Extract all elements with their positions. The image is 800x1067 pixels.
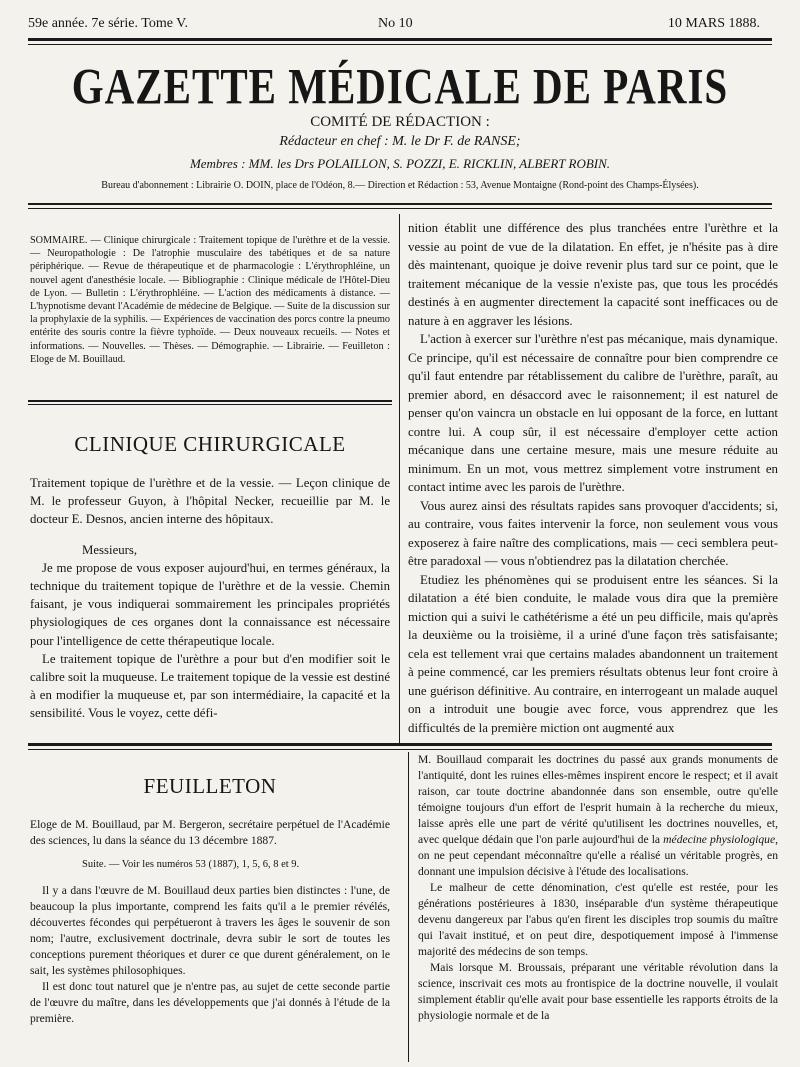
clinique-subhead: Traitement topique de l'urèthre et de la vessie. — Leçon clinique de M. le professeur Guyon, à l'hôpital Necker, recueillie par M. le docteur E. Desnos, ancien interne des hôpitaux. <box>30 476 390 527</box>
medecine-physiologique-term: médecine physiologique <box>663 833 776 846</box>
feuilleton-subhead: Eloge de M. Bouillaud, par M. Bergeron, secrétaire perpétuel de l'Académie des sciences, lu dans la séance du 13 décembre 1887. <box>30 818 390 847</box>
feuilleton-right-para-3: Mais lorsque M. Broussais, préparant une véritable révolution dans la science, inscrivait ces mots au frontispice de la doctrine nouvelle, il voulait simplement établir qu'elle avait pour base essentielle les rapports étroits de la physiologie normale et de la <box>418 961 778 1022</box>
subscription-office: Bureau d'abonnement : Librairie O. DOIN, place de l'Odéon, 8.— Direction et Rédaction : 53, Avenue Montaigne (Rond-point des Champs-Élysées). <box>101 180 699 191</box>
feuilleton-right-para-1 <box>418 752 778 880</box>
sommaire-rule <box>28 400 392 402</box>
clinique-para-1: Je me propose de vous exposer aujourd'hui, en termes généraux, la technique du traitement topique de l'urèthre et de la vessie. Chemin faisant, je vous indiquerai sommairement les principales propriétés physiologiques de ces organes dont la connaissance est nécessaire pour l'intelligence de cette thérapeutique locale. <box>30 560 390 648</box>
feuilleton-rule-2 <box>28 749 772 750</box>
clinique-para-2: Le traitement topique de l'urèthre a pour but d'en modifier soit le calibre soit la muqueuse. Le traitement topique de la vessie est destiné à en modifier la muqueuse et, par son intermédiaire, la capacité et la sensibilité. Vous le voyez, cette défi- <box>30 651 390 721</box>
right-para-2: L'action à exercer sur l'urèthre n'est pas mécanique, mais dynamique. Ce principe, qu'il est nécessaire de connaître pour bien comprendre ce qu'il faut entendre par rétablissement du calibre de l'urèthre, paraît, au premier abord, en désaccord avec le raisonnement; il est naturel de penser qu'on vaincra un obstacle en lui opposant de la force, en luttant contre lui. A coup sûr, il est nécessaire d'employer cette action mécanique dans une certaine mesure, mais une mesure réduite au minimum. En un mot, vous mettrez simplement votre instrument en contact intime avec les parois de l'urèthre. <box>408 332 778 494</box>
editor-in-chief: Rédacteur en chef : M. le Dr F. de RANSE; <box>279 134 521 149</box>
feuilleton-rule <box>28 743 772 746</box>
feuilleton-article <box>30 817 390 1027</box>
right-para-3: Vous aurez ainsi des résultats rapides sans provoquer d'accidents; si, au contraire, vous faites intervenir la force, non seulement vous vous exposerez à faire naître des complications, mais — ceci semblera peut-être paradoxal — vous n'obtiendrez pas la dilatation cherchée. <box>408 498 778 568</box>
masthead-rule-thick <box>28 38 772 41</box>
column-divider-upper <box>399 214 400 744</box>
journal-title: GAZETTE MÉDICALE DE PARIS <box>71 57 729 115</box>
feuilleton-right-para-1b: , on ne peut cependant méconnaître qu'elle a réalisé un véritable progrès, en donnant une impulsion décisive à l'étude des localisations. <box>418 833 778 878</box>
section-heading-clinique: CLINIQUE CHIRURGICALE <box>74 432 346 456</box>
section-heading-feuilleton: FEUILLETON <box>143 774 277 798</box>
masthead-rule-thin <box>28 44 772 45</box>
committee-members: Membres : MM. les Drs POLAILLON, S. POZZI, E. RICKLIN, ALBERT ROBIN. <box>189 156 611 171</box>
issue-date: 10 MARS 1888. <box>667 16 760 31</box>
sommaire-box <box>30 234 390 366</box>
feuilleton-para-1: Il y a dans l'œuvre de M. Bouillaud deux parties bien distinctes : l'une, de beaucoup la plus importante, comprend les faits qu'il a le premier révélés, découvertes fécondes qui perpétueront à travers les âges le souvenir de son nom; l'autre, exclusivement doctrinale, devra subir le sort de toutes les conceptions purement théoriques et durer ce que durent généralement, on le sait, les systèmes philosophiques. <box>30 884 390 977</box>
header-divider-2 <box>28 208 772 209</box>
right-para-1: nition établit une différence des plus tranchées entre l'urèthre et la vessie au point de vue de la dilatation. En effet, je n'hésite pas à dire dès maintenant, quoique je doive revenir plus tard sur ce point, que le traitement mécanique de la vessie n'existe pas, que tous les procédés destinés à en augmenter directement la capacité sont inefficaces ou de nature à en aggraver les lésions. <box>408 221 778 328</box>
feuilleton-suite: Suite. — Voir les numéros 53 (1887), 1, 5, 6, 8 et 9. <box>82 859 300 870</box>
right-para-4: Etudiez les phénomènes qui se produisent entre les séances. Si la dilatation a été bien conduite, le malade vous dira que la première miction qui a suivi le cathétérisme a été un peu difficile, mais qu'après la deuxième ou la troisième, il a uriné d'une façon très satisfaisante; cela est tellement vrai que certains malades abandonnent un traitement à peine commencé, car les premiers résultats obtenus leur font croire à une guérison définitive. Au contraire, en interrogeant un malade auquel on a introduit une bougie avec force, vous apprendrez que les difficultés de la première miction ont augmenté aux <box>408 572 778 735</box>
table-of-contents: SOMMAIRE. — Clinique chirurgicale : Traitement topique de l'urèthre et de la vessie. — Neuropathologie : De l'atrophie musculaire des tabétiques et de sa nature périphérique. — Revue de thérapeutique et de pharmacologie : L'érythrophléine, un nouvel agent d'anesthésie locale. — Bibliographie : Clinique médicale de l'Hôtel-Dieu de Lyon. — Bulletin : L'érythrophléine. — L'action des médicaments à distance. — L'hypnotisme devant l'Académie de médecine de Belgique. — Suite de la discussion sur la prophylaxie de la syphilis. — Expériences de vaccination des porcs contre la pneumo entérite des souris contre la fièvre typhoïde. — Deux nouveaux recueils. — Notes et informations. — Nouvelles. — Thèses. — Démographie. — Librairie. — Feuilleton : Eloge de M. Bouillaud. <box>30 235 390 365</box>
sommaire-rule-2 <box>28 404 392 405</box>
column-divider-lower <box>408 752 409 1062</box>
feuilleton-right-para-2: Le malheur de cette dénomination, c'est qu'elle est restée, pour les générations postérieures à 1830, inséparable d'un système thérapeutique devenu dangereux par l'abus qu'en firent les disciples trop soumis du maître qui l'avait institué, et on peut dire, despotiquement imposé à l'immense majorité des médecins de son temps. <box>418 881 778 958</box>
feuilleton-continuation <box>418 752 778 1024</box>
issue-edition: 59e année. 7e série. Tome V. <box>28 16 188 31</box>
clinique-salutation: Messieurs, <box>82 542 138 557</box>
header-divider <box>28 203 772 205</box>
feuilleton-right-para-1a: M. Bouillaud comparait les doctrines du passé aux grands monuments de l'antiquité, dont les ruines elles-mêmes inspirent encore le respect; et il avait raison, car toute doctrine abandonnée dans son ensemble, outre qu'elle témoigne toujours d'un effort de l'esprit humain à la recherche du mieux, laisse après elle une part de vérité qu'utilisent les doctrines nouvelles, et, avec quelque dédain que l'on parle aujourd'hui de la <box>418 753 778 846</box>
clinique-continuation <box>408 219 778 737</box>
issue-number: No 10 <box>378 16 413 31</box>
feuilleton-para-2: Il est donc tout naturel que je n'entre pas, au sujet de cette seconde partie de l'œuvre du maître, dans les développements que j'ai donnés à l'étude de la première. <box>30 980 390 1025</box>
editorial-committee: COMITÉ DE RÉDACTION : <box>310 114 490 130</box>
clinique-article <box>30 474 390 723</box>
